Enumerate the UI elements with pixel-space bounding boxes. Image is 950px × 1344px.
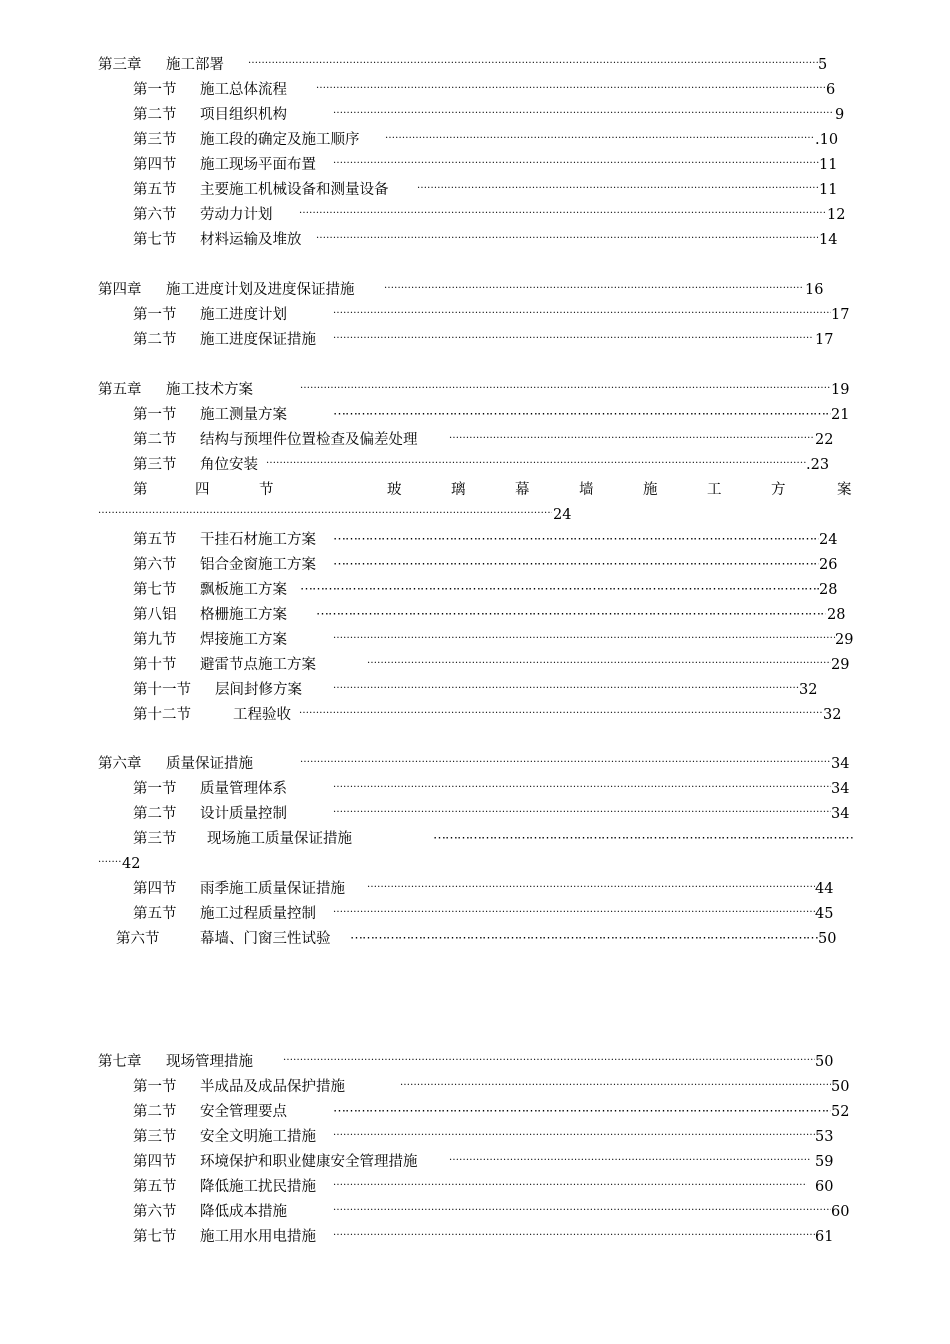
toc-title: 质量管理体系 <box>200 781 287 797</box>
toc-page: 6 <box>826 82 836 98</box>
toc-leader <box>300 752 830 776</box>
toc-label: 第五节 <box>133 182 177 198</box>
toc-leader <box>433 827 853 851</box>
toc-title: 干挂石材施工方案 <box>200 532 316 548</box>
toc-leader <box>333 678 799 702</box>
toc-leader <box>316 603 826 627</box>
toc-page: 50 <box>831 1079 850 1095</box>
toc-leader <box>400 1075 831 1099</box>
toc-section <box>133 1150 848 1174</box>
toc-page: 26 <box>819 557 838 573</box>
toc-char: 施 <box>643 482 658 498</box>
toc-section <box>133 827 853 851</box>
toc-leader <box>333 902 815 926</box>
toc-section <box>133 103 848 127</box>
toc-section <box>133 777 848 801</box>
toc-section <box>133 653 848 677</box>
toc-label: 第七节 <box>133 232 177 248</box>
toc-title: 设计质量控制 <box>200 806 287 822</box>
toc-label: 第五节 <box>133 906 177 922</box>
toc-title: 飘板施工方案 <box>200 582 287 598</box>
toc-label: 第六节 <box>133 207 177 223</box>
toc-title: 环境保护和职业健康安全管理措施 <box>200 1154 418 1170</box>
toc-label: 第三节 <box>133 132 177 148</box>
toc-label: 第十二节 <box>133 707 191 723</box>
toc-leader <box>333 403 831 427</box>
toc-label: 第七节 <box>133 582 177 598</box>
toc-title: 工程验收 <box>233 707 291 723</box>
toc-title: 结构与预埋件位置检查及偏差处理 <box>200 432 418 448</box>
toc-page: 28 <box>819 582 838 598</box>
toc-chapter-3 <box>98 53 838 77</box>
toc-page: 50 <box>818 931 837 947</box>
toc-label: 第十一节 <box>133 682 191 698</box>
toc-page: 16 <box>805 282 824 298</box>
toc-char: 玻 <box>387 482 402 498</box>
toc-label: 第四节 <box>133 157 177 173</box>
toc-section <box>133 802 848 826</box>
toc-leader <box>299 703 823 727</box>
toc-section <box>133 1175 848 1199</box>
toc-section <box>133 528 848 552</box>
toc-char: 幕 <box>515 482 530 498</box>
toc-leader <box>333 802 831 826</box>
toc-title: 施工技术方案 <box>166 382 253 398</box>
toc-page: 34 <box>831 781 850 797</box>
toc-title: 施工进度保证措施 <box>200 332 316 348</box>
toc-char: 璃 <box>451 482 466 498</box>
toc-char: 案 <box>837 482 852 498</box>
toc-section <box>133 428 843 452</box>
toc-section <box>133 228 843 252</box>
toc-chapter-7 <box>98 1050 838 1074</box>
toc-title: 施工进度计划 <box>200 307 287 323</box>
toc-page: .23 <box>806 457 830 473</box>
toc-page: 9 <box>835 107 845 123</box>
toc-title: 焊接施工方案 <box>200 632 287 648</box>
toc-label: 第三节 <box>133 1129 177 1145</box>
toc-leader <box>266 453 806 477</box>
toc-label: 第八铝 <box>133 607 177 623</box>
toc-page: 59 <box>815 1154 834 1170</box>
toc-page: 11 <box>819 182 838 198</box>
toc-section <box>133 1125 848 1149</box>
toc-section <box>133 1100 848 1124</box>
toc-leader <box>333 1225 815 1249</box>
toc-label: 第六节 <box>133 1204 177 1220</box>
toc-title: 铝合金窗施工方案 <box>200 557 316 573</box>
toc-page: 12 <box>827 207 846 223</box>
toc-label: 第三节 <box>133 831 177 847</box>
toc-label: 第一节 <box>133 1079 177 1095</box>
toc-char: 四 <box>195 482 210 498</box>
toc-section <box>133 1225 848 1249</box>
toc-leader <box>333 153 819 177</box>
toc-section <box>133 578 848 602</box>
toc-section-spread <box>133 478 853 502</box>
toc-leader <box>283 1050 815 1074</box>
toc-page: 5 <box>818 57 828 73</box>
toc-leader <box>333 777 831 801</box>
toc-title: 格栅施工方案 <box>200 607 287 623</box>
toc-chapter-4 <box>98 278 838 302</box>
toc-title: 现场施工质量保证措施 <box>207 831 352 847</box>
toc-label: 第四章 <box>98 282 142 298</box>
toc-section <box>133 877 848 901</box>
toc-label: 第四节 <box>133 1154 177 1170</box>
toc-page: 61 <box>815 1229 834 1245</box>
toc-page: 11 <box>819 157 838 173</box>
toc-leader <box>333 103 833 127</box>
toc-title: 半成品及成品保护措施 <box>200 1079 345 1095</box>
toc-section <box>133 78 843 102</box>
toc-title: 主要施工机械设备和测量设备 <box>200 182 389 198</box>
toc-page: 32 <box>823 707 842 723</box>
toc-page: 24 <box>819 532 838 548</box>
toc-section <box>133 203 848 227</box>
toc-label: 第一节 <box>133 407 177 423</box>
toc-label: 第二节 <box>133 107 177 123</box>
toc-title: 劳动力计划 <box>200 207 273 223</box>
toc-page: 45 <box>815 906 834 922</box>
toc-page: 22 <box>815 432 834 448</box>
toc-title: 质量保证措施 <box>166 756 253 772</box>
toc-section <box>133 178 843 202</box>
toc-label: 第三节 <box>133 457 177 473</box>
toc-label: 第十节 <box>133 657 177 673</box>
toc-leader <box>367 653 831 677</box>
toc-char: 方 <box>771 482 786 498</box>
toc-section <box>133 553 848 577</box>
toc-page: 29 <box>835 632 854 648</box>
toc-section <box>116 927 846 951</box>
toc-title: 角位安装 <box>200 457 258 473</box>
toc-leader <box>350 927 818 951</box>
toc-section <box>133 703 848 727</box>
toc-section-continuation <box>98 503 578 527</box>
toc-page: 34 <box>831 756 850 772</box>
toc-leader <box>299 203 827 227</box>
toc-label: 第六章 <box>98 756 142 772</box>
toc-label: 第二节 <box>133 1104 177 1120</box>
toc-char: 墙 <box>579 482 594 498</box>
toc-leader <box>316 78 826 102</box>
toc-title: 施工部署 <box>166 57 224 73</box>
toc-title: 层间封修方案 <box>215 682 302 698</box>
toc-section <box>133 403 848 427</box>
toc-section <box>133 628 853 652</box>
toc-title: 降低成本措施 <box>200 1204 287 1220</box>
toc-page: 28 <box>827 607 846 623</box>
toc-leader <box>333 328 813 352</box>
toc-char: 节 <box>259 482 274 498</box>
toc-leader <box>449 428 813 452</box>
toc-title: 施工段的确定及施工顺序 <box>200 132 360 148</box>
toc-title: 安全文明施工措施 <box>200 1129 316 1145</box>
toc-page: 17 <box>815 332 834 348</box>
toc-page: 60 <box>815 1179 834 1195</box>
toc-page: 42 <box>122 856 141 872</box>
toc-label: 第二节 <box>133 806 177 822</box>
toc-title: 施工现场平面布置 <box>200 157 316 173</box>
toc-section <box>133 303 848 327</box>
toc-page: 14 <box>819 232 838 248</box>
toc-leader <box>333 628 835 652</box>
toc-leader <box>449 1150 811 1174</box>
toc-title: 安全管理要点 <box>200 1104 287 1120</box>
toc-title: 施工测量方案 <box>200 407 287 423</box>
toc-page: 19 <box>831 382 850 398</box>
toc-section <box>133 453 843 477</box>
toc-title: 幕墙、门窗三性试验 <box>200 931 331 947</box>
toc-title: 材料运输及堆放 <box>200 232 302 248</box>
toc-title: 施工用水用电措施 <box>200 1229 316 1245</box>
toc-label: 第五章 <box>98 382 142 398</box>
toc-title: 施工过程质量控制 <box>200 906 316 922</box>
toc-label: 第七章 <box>98 1054 142 1070</box>
toc-leader <box>98 503 552 527</box>
toc-chapter-6 <box>98 752 848 776</box>
toc-label: 第七节 <box>133 1229 177 1245</box>
toc-leader <box>333 303 831 327</box>
toc-leader <box>333 1125 815 1149</box>
toc-label: 第一节 <box>133 781 177 797</box>
toc-section <box>133 328 843 352</box>
toc-page: 52 <box>831 1104 850 1120</box>
toc-section <box>133 1075 848 1099</box>
toc-char: 工 <box>707 482 722 498</box>
toc-label: 第二节 <box>133 332 177 348</box>
toc-page: 21 <box>831 407 850 423</box>
toc-leader <box>333 1200 831 1224</box>
toc-section <box>133 902 848 926</box>
toc-leader <box>333 553 819 577</box>
toc-title: 施工总体流程 <box>200 82 287 98</box>
toc-section <box>133 153 843 177</box>
toc-page: 24 <box>553 507 572 523</box>
toc-page: 60 <box>831 1204 850 1220</box>
toc-leader <box>300 578 819 602</box>
toc-page: 32 <box>799 682 818 698</box>
toc-page: 53 <box>815 1129 834 1145</box>
toc-leader <box>98 852 122 876</box>
toc-section <box>133 128 843 152</box>
toc-label: 第三章 <box>98 57 142 73</box>
toc-title: 避雷节点施工方案 <box>200 657 316 673</box>
toc-leader <box>333 1175 807 1199</box>
toc-leader <box>316 228 818 252</box>
toc-section-continuation <box>98 852 158 876</box>
toc-label: 第五节 <box>133 532 177 548</box>
toc-leader <box>333 1100 831 1124</box>
toc-page: 44 <box>815 881 834 897</box>
toc-leader <box>248 53 818 77</box>
toc-page: 29 <box>831 657 850 673</box>
toc-title: 降低施工扰民措施 <box>200 1179 316 1195</box>
toc-leader <box>417 178 819 202</box>
toc-title: 雨季施工质量保证措施 <box>200 881 345 897</box>
toc-label: 第九节 <box>133 632 177 648</box>
toc-leader <box>384 278 804 302</box>
toc-leader <box>333 528 819 552</box>
toc-label: 第五节 <box>133 1179 177 1195</box>
toc-title: 施工进度计划及进度保证措施 <box>166 282 355 298</box>
toc-label: 第六节 <box>133 557 177 573</box>
toc-page: 17 <box>831 307 850 323</box>
toc-leader <box>367 877 815 901</box>
toc-leader <box>300 378 830 402</box>
toc-section <box>133 1200 853 1224</box>
toc-char: 第 <box>133 482 148 498</box>
toc-page: 34 <box>831 806 850 822</box>
toc-section <box>133 603 848 627</box>
toc-page: .10 <box>815 132 839 148</box>
toc-label: 第一节 <box>133 307 177 323</box>
toc-title: 现场管理措施 <box>166 1054 253 1070</box>
toc-page: 50 <box>815 1054 834 1070</box>
toc-label: 第一节 <box>133 82 177 98</box>
toc-label: 第六节 <box>116 931 160 947</box>
toc-chapter-5 <box>98 378 848 402</box>
toc-label: 第二节 <box>133 432 177 448</box>
toc-label: 第四节 <box>133 881 177 897</box>
toc-section <box>133 678 823 702</box>
toc-leader <box>385 128 813 152</box>
toc-title: 项目组织机构 <box>200 107 287 123</box>
